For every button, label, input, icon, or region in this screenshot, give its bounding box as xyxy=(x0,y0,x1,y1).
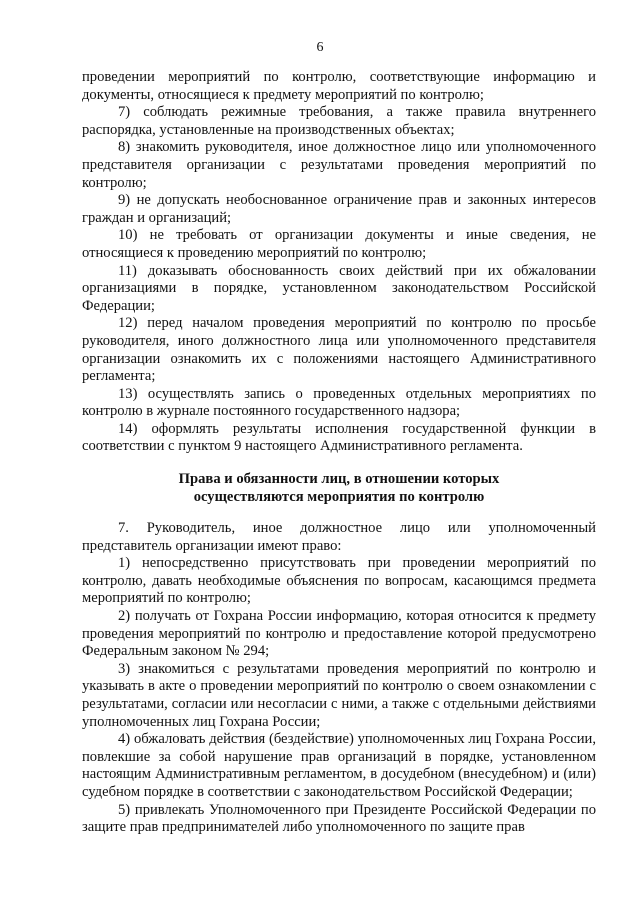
paragraph: 12) перед началом проведения мероприятий по контролю по просьбе руководителя, иного должностного лица или уполномоченного представителя организации ознакомить их с положениями настоящего Административного регламента; xyxy=(82,315,596,385)
section-heading xyxy=(82,471,596,506)
paragraph: 7. Руководитель, иное должностное лицо или уполномоченный представитель организации имеют право: xyxy=(82,520,596,554)
section-heading-line: Права и обязанности лиц, в отношении которых xyxy=(178,471,500,487)
duties-list xyxy=(82,69,596,456)
paragraph: проведении мероприятий по контролю, соответствующие информацию и документы, относящиеся к предмету мероприятий по контролю; xyxy=(82,69,596,103)
paragraph: 9) не допускать необоснованное ограничение прав и законных интересов граждан и организаций; xyxy=(82,192,596,226)
paragraph: 8) знакомить руководителя, иное должностное лицо или уполномоченного представителя организации с результатами проведения мероприятий по контролю; xyxy=(82,139,596,191)
paragraph: 11) доказывать обоснованность своих действий при их обжаловании организациями в порядке, установленном законодательством Российской Федерации; xyxy=(82,262,596,314)
paragraph: 13) осуществлять запись о проведенных отдельных мероприятиях по контролю в журнале постоянного государственного надзора; xyxy=(82,385,596,420)
rights-list xyxy=(82,520,596,837)
paragraph: 1) непосредственно присутствовать при проведении мероприятий по контролю, давать необходимые объяснения по вопросам, касающимся предмета мероприятий по контролю; xyxy=(82,555,596,607)
paragraph: 3) знакомиться с результатами проведения мероприятий по контролю и указывать в акте о проведении мероприятий по контролю о своем ознакомлении с результатами, согласии или несогласии с ними, а также с отдельными действиями уполномоченных лиц Гохрана России; xyxy=(82,660,596,730)
paragraph: 2) получать от Гохрана России информацию, которая относится к предмету проведения мероприятий по контролю и предоставление которой предусмотрено Федеральным законом № 294; xyxy=(82,607,596,660)
section-heading-line: осуществляются мероприятия по контролю xyxy=(193,488,485,505)
paragraph: 10) не требовать от организации документы и иные сведения, не относящиеся к проведению мероприятий по контролю; xyxy=(82,227,596,261)
paragraph: 7) соблюдать режимные требования, а также правила внутреннего распорядка, установленные на производственных объектах; xyxy=(82,104,596,138)
paragraph: 14) оформлять результаты исполнения государственной функции в соответствии с пунктом 9 настоящего Административного регламента. xyxy=(82,420,596,455)
paragraph: 5) привлекать Уполномоченного при Президенте Российской Федерации по защите прав предпринимателей либо уполномоченного по защите прав xyxy=(82,801,596,836)
page-number: 6 xyxy=(316,40,324,55)
paragraph: 4) обжаловать действия (бездействие) уполномоченных лиц Гохрана России, повлекшие за собой нарушение прав организаций в порядке, установленном настоящим Административным регламентом, в досудебном (внесудебном) и (или) судебном порядке в соответствии с законодательством Российской Федерации; xyxy=(82,731,596,800)
